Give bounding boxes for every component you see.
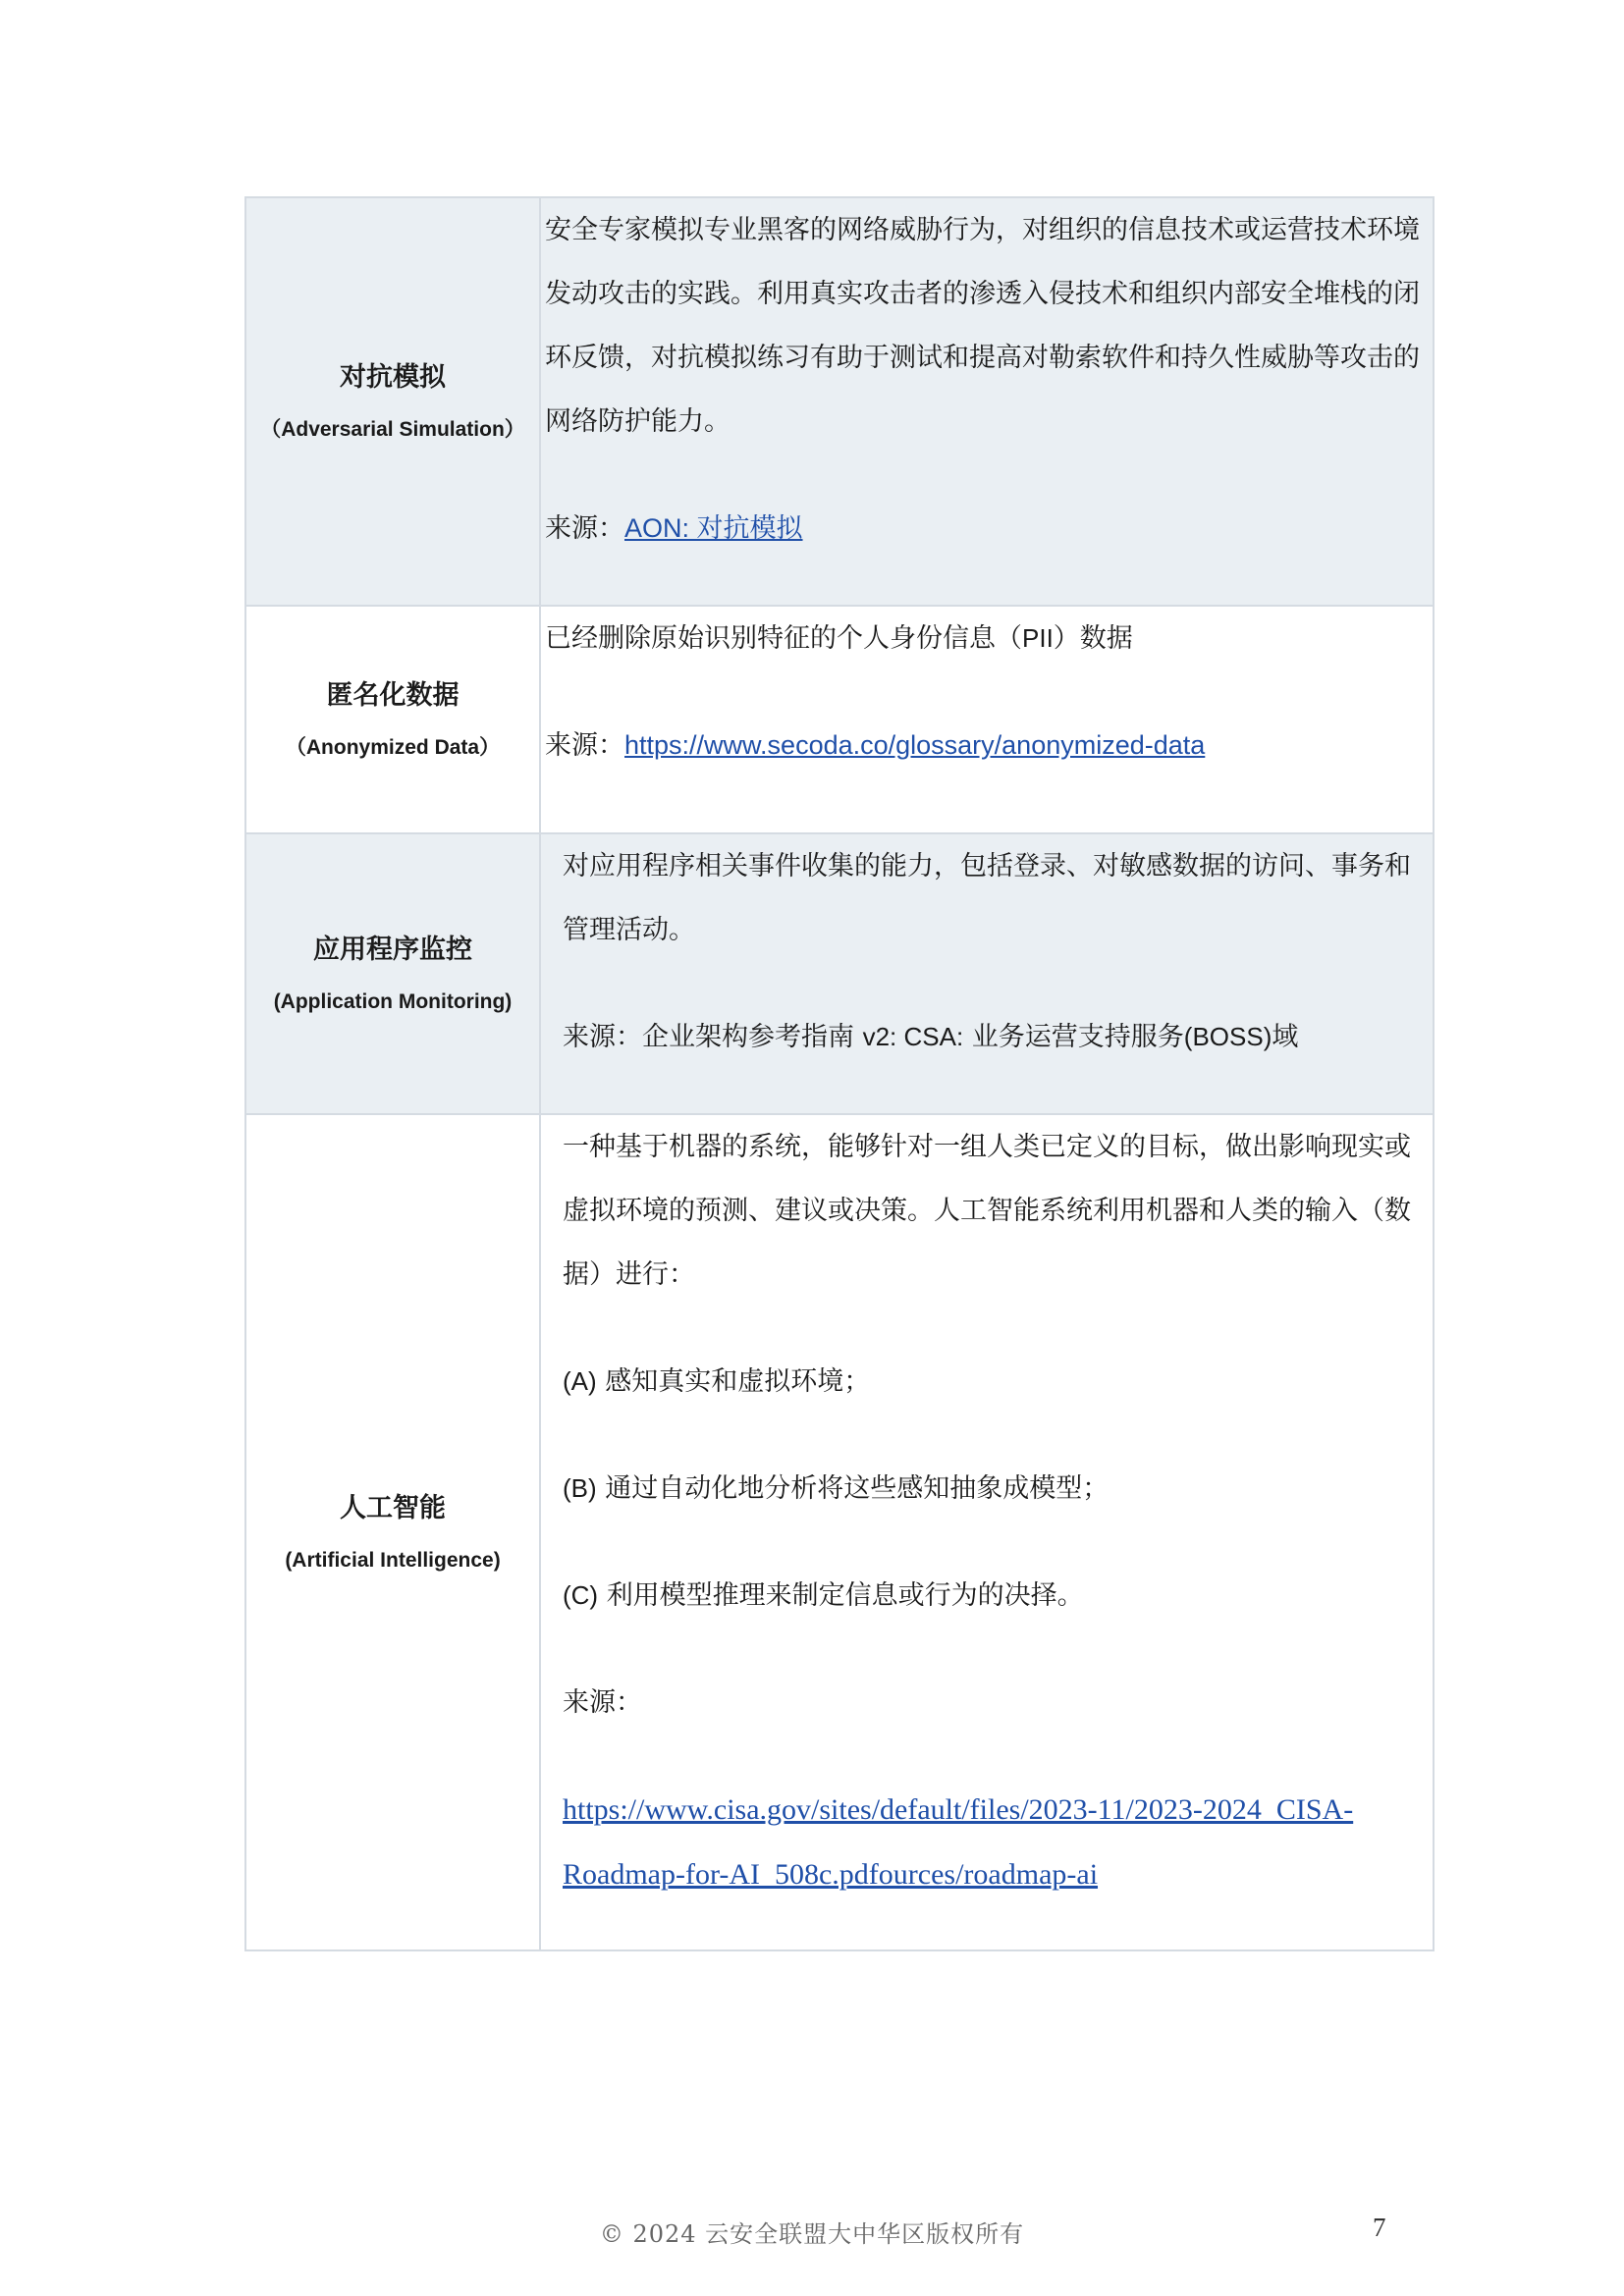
list-marker: (A) (563, 1366, 597, 1396)
table-row (245, 197, 1434, 606)
table-row (245, 833, 1434, 1114)
list-text: 感知真实和虚拟环境； (605, 1366, 871, 1397)
term-zh: 对抗模拟 (340, 362, 446, 393)
definition-text-pre: 已经删除原始识别特征的个人身份信息（ (545, 623, 1022, 654)
term-en: (Artificial Intelligence) (285, 1549, 501, 1572)
source-link[interactable]: AON: 对抗模拟 (624, 513, 803, 543)
source-link[interactable]: https://www.cisa.gov/sites/default/files/2023-11/2023-2024_CISA- (563, 1793, 1354, 1826)
list-item (563, 1350, 1433, 1414)
source-label: 来源： (545, 730, 624, 761)
term-en: （Anonymized Data） (285, 736, 501, 759)
table-row (245, 1114, 1434, 1950)
source-label: 来源： (563, 1022, 642, 1052)
pii-abbr: PII (1022, 623, 1054, 653)
term-cell (245, 833, 540, 1114)
definition-cell (540, 1114, 1434, 1950)
list-item (563, 1564, 1433, 1628)
definition-text: 安全专家模拟专业黑客的网络威胁行为，对组织的信息技术或运营技术环境发动攻击的实践。利用真实攻击者的渗透入侵技术和组织内部安全堆栈的闭环反馈，对抗模拟练习有助于测试和提高对勒索软件和持久性威胁等攻击的网络防护能力。 (545, 215, 1420, 437)
list-text: 通过自动化地分析将这些感知抽象成模型； (605, 1473, 1110, 1504)
definition-cell (540, 197, 1434, 606)
definition-text: 对应用程序相关事件收集的能力，包括登录、对敏感数据的访问、事务和管理活动。 (563, 851, 1411, 945)
source-line (545, 497, 1433, 561)
term-cell (245, 606, 540, 833)
source-text-4: (BOSS) (1183, 1022, 1272, 1051)
source-text-3: 业务运营支持服务 (963, 1022, 1184, 1052)
term-en: (Application Monitoring) (273, 990, 513, 1013)
definition-text (545, 607, 1433, 670)
source-label: 来源： (563, 1687, 642, 1718)
term-zh: 人工智能 (340, 1493, 446, 1523)
list-marker: (C) (563, 1580, 599, 1610)
definition-cell (540, 606, 1434, 833)
definition-cell (540, 833, 1434, 1114)
source-link[interactable]: https://www.secoda.co/glossary/anonymized-data (624, 730, 1206, 760)
glossary-table (244, 196, 1435, 1951)
term-cell (245, 1114, 540, 1950)
term-zh: 匿名化数据 (326, 680, 460, 711)
definition-text: 一种基于机器的系统，能够针对一组人类已定义的目标，做出影响现实或虚拟环境的预测、建议或决策。人工智能系统利用机器和人类的输入（数据）进行： (563, 1132, 1411, 1290)
term-cell (245, 197, 540, 606)
term-zh: 应用程序监控 (313, 934, 472, 965)
source-label: 来源： (545, 513, 624, 544)
source-text-2: v2: CSA: (862, 1022, 964, 1051)
list-marker: (B) (563, 1473, 597, 1503)
source-text-1: 企业架构参考指南 (642, 1022, 863, 1052)
source-text-5: 域 (1272, 1022, 1299, 1052)
footer-copyright: © 2024 云安全联盟大中华区版权所有 (599, 2220, 1025, 2248)
source-link[interactable]: Roadmap-for-AI_508c.pdfources/roadmap-ai (563, 1858, 1099, 1891)
definition-text-post: ）数据 (1053, 623, 1133, 654)
term-en: （Adversarial Simulation） (260, 418, 525, 441)
list-text: 利用模型推理来制定信息或行为的决择。 (606, 1580, 1084, 1611)
list-item (563, 1457, 1433, 1521)
table-row (245, 606, 1434, 833)
source-link-block (563, 1778, 1433, 1907)
source-line (563, 1005, 1433, 1069)
page-number: 7 (1373, 2213, 1386, 2242)
source-line (545, 714, 1433, 777)
